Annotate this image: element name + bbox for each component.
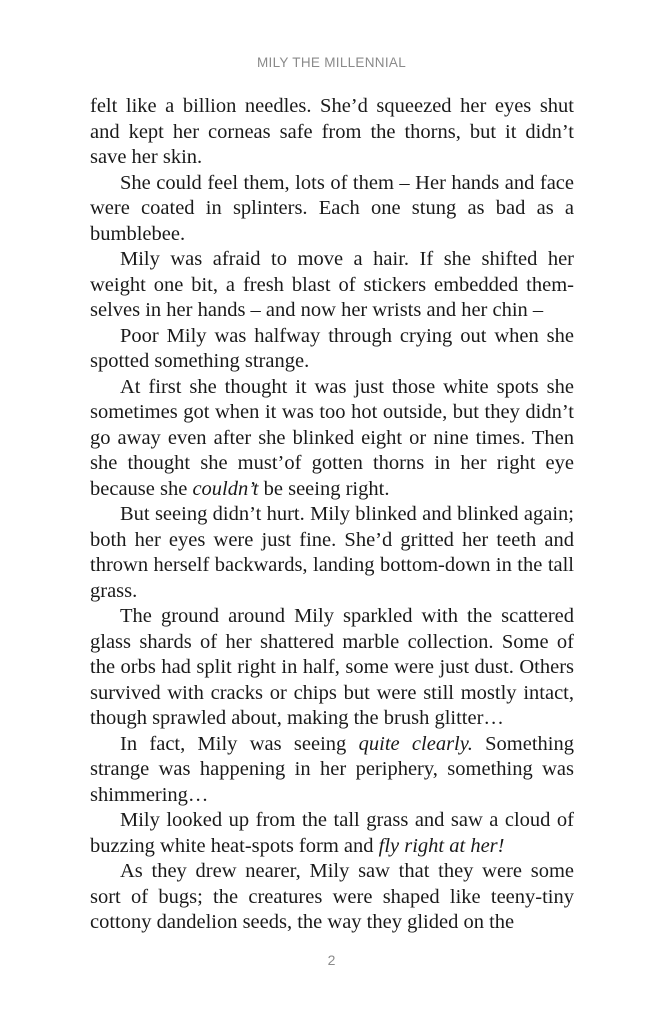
emphasis: couldn’t	[192, 477, 259, 500]
paragraph-6: But seeing didn’t hurt. Mily blinked and blinked again; both her eyes were just fine. She’d gritted her teeth and thrown herself backwards, landing bottom-down in the tall grass.	[90, 503, 574, 602]
paragraph-1: felt like a billion needles. She’d squeezed her eyes shut and kept her corneas safe from the thorns, but it didn’t save her skin.	[90, 95, 574, 168]
paragraph-9: Mily looked up from the tall grass and saw a cloud of buzzing white heat-spots form and fly right at her!	[90, 809, 574, 857]
paragraph-10: As they drew nearer, Mily saw that they were some sort of bugs; the creatures were shaped like teeny-tiny cottony dandelion seeds, the way they glided on the	[90, 860, 574, 933]
paragraph-4: Poor Mily was halfway through crying out when she spotted something strange.	[90, 324, 574, 372]
paragraph-2: She could feel them, lots of them – Her hands and face were coated in splinters. Each one stung as bad as a bumblebee.	[90, 171, 574, 245]
page-number: 2	[327, 952, 336, 968]
emphasis: fly right at her!	[378, 834, 505, 857]
paragraph-5: At first she thought it was just those white spots she sometimes got when it was too hot outside, but they didn’t go away even after she blinked eight or nine times. Then she thought she must’of gotten thorns in her right eye because she couldn’t be seeing right.	[90, 375, 574, 500]
paragraph-3: Mily was afraid to move a hair. If she shifted her weight one bit, a fresh blast of stickers embedded themselves in her hands – and now her wrists and her chin –	[90, 248, 574, 321]
emphasis: quite clearly.	[358, 732, 473, 755]
running-head: MILY THE MILLENNIAL	[257, 55, 406, 70]
paragraph-7: The ground around Mily sparkled with the scattered glass shards of her shattered marble collection. Some of the orbs had split right in half, some were just dust. Others survived with cracks or chips but were still mostly intact, though sprawled about, making the brush glitter…	[90, 605, 574, 729]
body-text	[90, 94, 574, 936]
paragraph-8: In fact, Mily was seeing quite clearly. Something strange was happening in her periphery, something was shimmering…	[90, 732, 574, 806]
